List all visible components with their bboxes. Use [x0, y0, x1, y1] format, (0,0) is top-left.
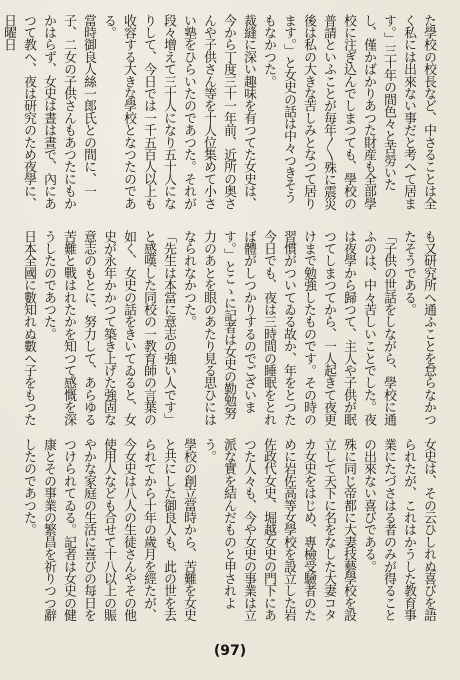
text-block-bottom: 女史は、その云ひしれぬ喜びを語られたが、これはかうした教育事業にたづさはる者のみが得ることの出來ない喜びである。 殊に同じ帝都に大妻技藝學校を設立して天下に名をなした大妻コタカ女史をはじめ、專檢受驗者のために岩佐高等女學校を設立した岩佐政代女史、堀越女史の門下にあつた人々も、今や女史の事業は立派な實を結んだものと申されよう。 學校の創立當時から、苦難を女史と共にした御良人も、此の世を去られてから十年の歲月を經たが、今女史は八人の生徒さんやその他使用人なども合せて十八以上の賑やかな家庭の生活に喜びの每日をつけられてゐる。記者は女史の健康とその事業の繁昌を祈りつつ辭したのであつた。 — [21, 438, 436, 621]
text-block-middle: も又研究所へ通ふことを怠らなかつたそうである。 「子供の世話をしながら、學校に通ふのは、中々苦しいことでした。夜は夜學から歸つて、主人や子供が眠つてしまつてから、一人起きて夜更けまで勉強したものです。その時の習慣がついてゐる故か、年をとつた今日でも、夜は三時間の睡眠をとれば體がしつかりするのでございます。」とこゝに記者は女史の勤勉努力のあとを眼のあたり見る思ひにはなられなかつた。 「先生は本當に意志の強い人です」と感嘆した同校の一教育師の言葉の如く、女史の話をきいてゐると、女史が永年かかつて築き上げた強固な意志のもとに、努力して、あらゆる苦難と戰はれたかを知つて感慨を深うしたのであつた。 日本全國に數知れぬ數へ子をもつた — [21, 230, 436, 426]
text-block-top: た學校の校長など、中さることは全く私には出來ない事だと考へて居ます。」三十年の間色々と苦勞いたし、僅かばかりあつた財産も全部學校に注ぎ込んでしまつても、學校の普請といふことが毎年〳〵殊に震災後は私の大きな苦しみとなつて居ります。」と女史の話は中々つきそうもなかつた。 裁縫に深い趣味を有つてた女史は、今から丁度三十一年前、近所の奥さんや子供さん等を十人位集めて小さい塾をひらいたのであつた。それが段々增えて三十人になり五十人になりして、今日では一千五百人以上も收容する大きな學校となつたのである。 當時御良人絲一郎氏との間に、一子、二女の子供さんもあつたにもかかはらず、女史は晝は晝で、內にあつて教へ、夜は研究のため夜學に、日曜日 — [1, 14, 436, 210]
page-number: (97) — [213, 643, 247, 659]
